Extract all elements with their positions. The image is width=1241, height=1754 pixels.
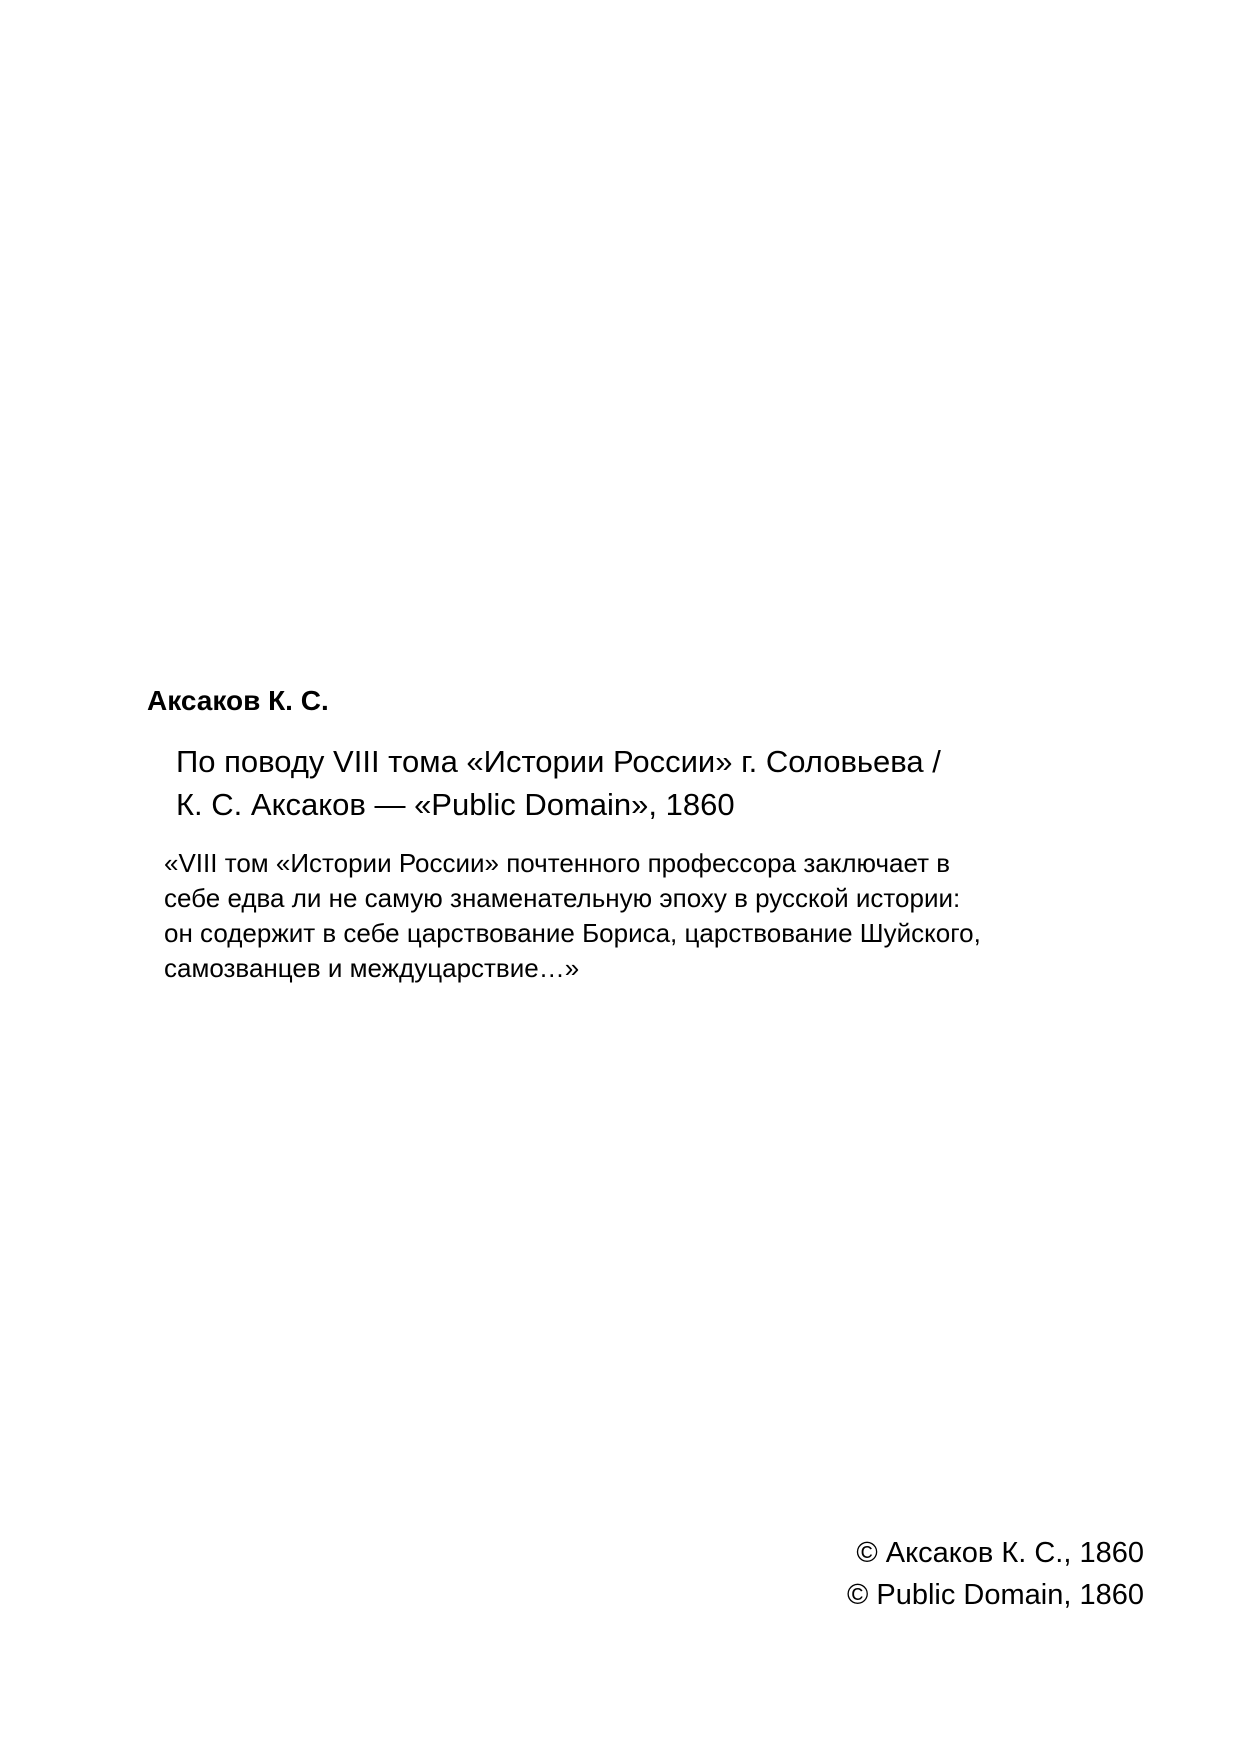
annotation-line: себе едва ли не самую знаменательную эпоху в русской истории: xyxy=(164,883,961,913)
author-name: Аксаков К. С. xyxy=(147,685,329,716)
copyright-author: © Аксаков К. С., 1860 xyxy=(856,1537,1144,1569)
citation-publisher-line: К. С. Аксаков — «Public Domain», 1860 xyxy=(176,787,735,822)
annotation-line: «VIII том «Истории России» почтенного профессора заключает в xyxy=(164,848,951,878)
copyright-block xyxy=(847,1532,1144,1616)
annotation-line: он содержит в себе царствование Бориса, царствование Шуйского, xyxy=(164,918,981,948)
copyright-public-domain: © Public Domain, 1860 xyxy=(846,1579,1144,1611)
citation-title-line: По поводу VIII тома «Истории России» г. Соловьева / xyxy=(176,744,941,779)
annotation-text xyxy=(164,846,1144,986)
bibliographic-citation xyxy=(176,740,941,826)
annotation-line: самозванцев и междуцарствие…» xyxy=(164,953,580,983)
